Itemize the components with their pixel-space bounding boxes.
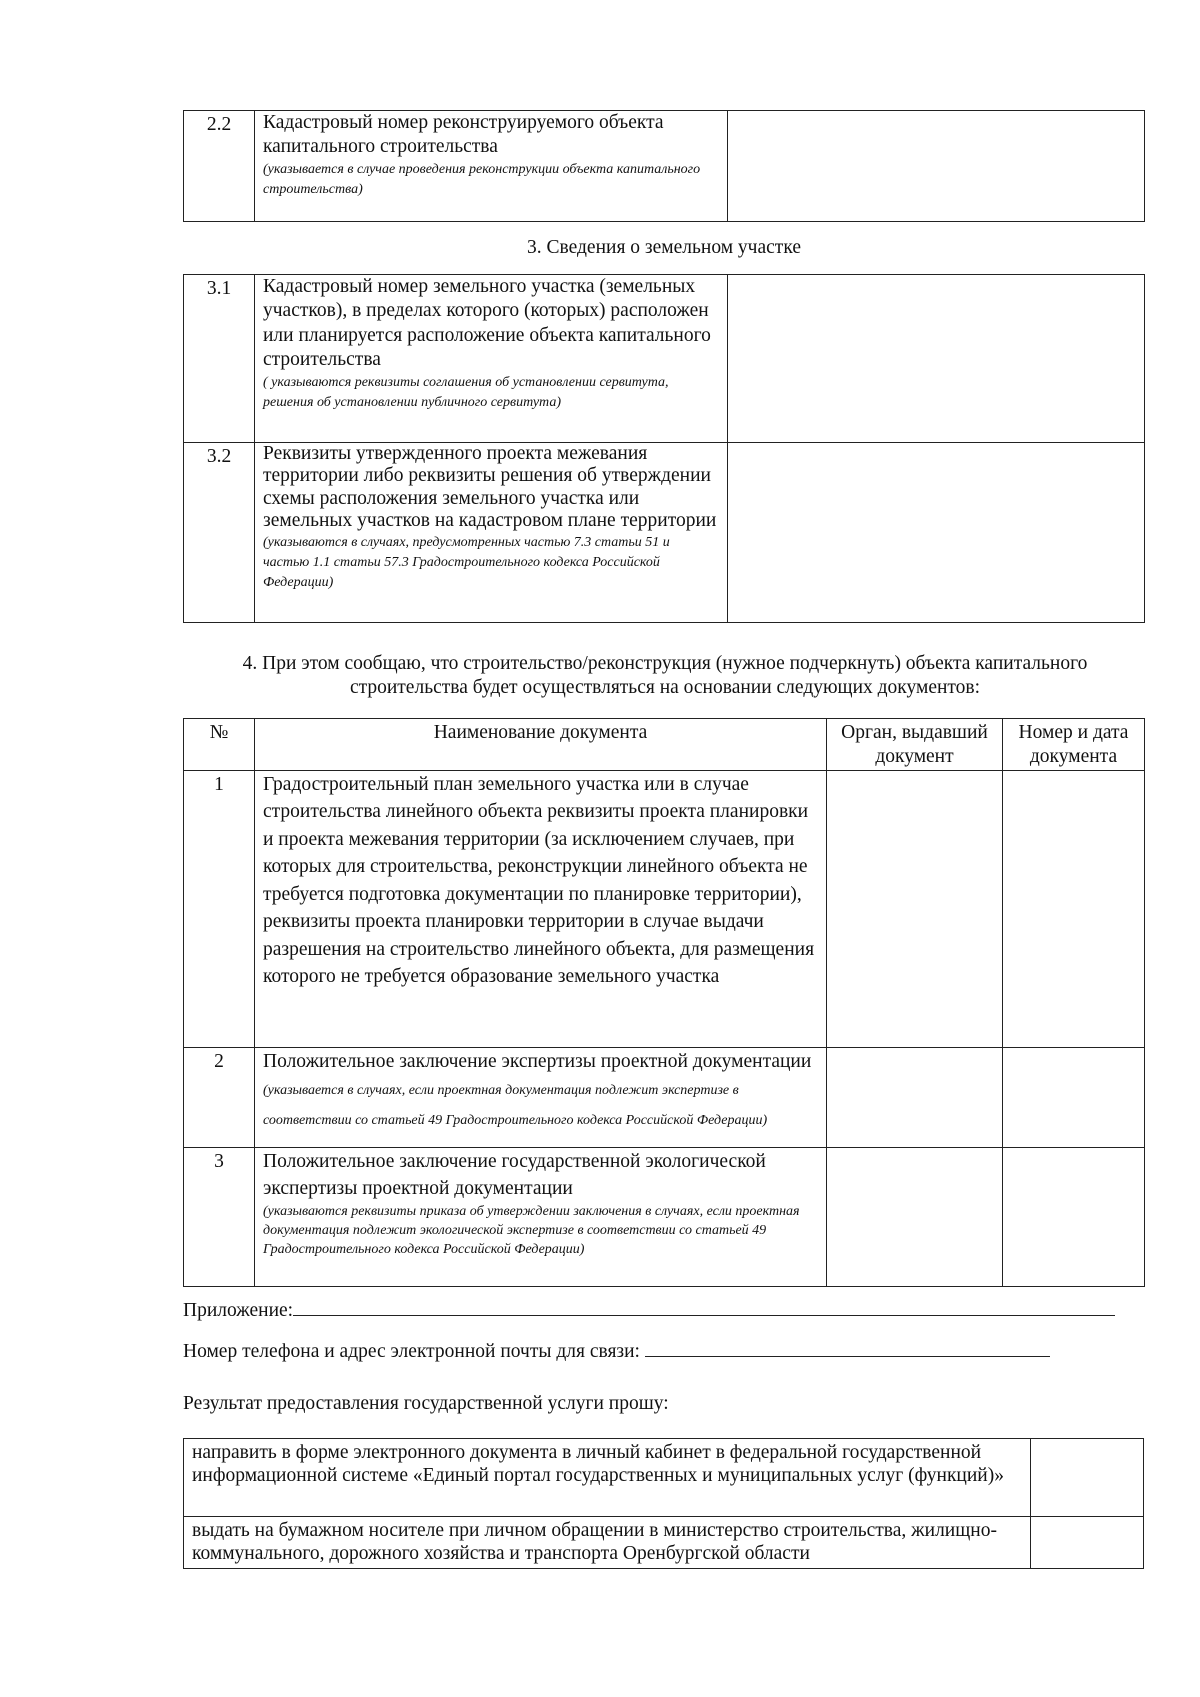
table-section-2 [183, 110, 1145, 222]
appendix-input[interactable] [293, 1297, 1115, 1316]
row-number: 2.2 [184, 111, 255, 222]
section-4-intro: 4. При этом сообщаю, что строительство/реконструкция (нужное подчеркнуть) объекта капитального строительства будет осуществляться на основании следующих документов: [242, 653, 1088, 699]
table-result-options [183, 1438, 1144, 1569]
field-label [255, 111, 728, 222]
row-number: 1 [184, 770, 255, 1047]
field-note: (указывается в случае проведения реконструкции объекта капитального строительства) [263, 161, 701, 198]
table-row [184, 275, 1145, 443]
table-documents [183, 718, 1145, 1287]
header-num: № [184, 719, 255, 771]
row-number: 2 [184, 1047, 255, 1147]
section-3-title: 3. Сведения о земельном участке [527, 237, 801, 258]
result-intro: Результат предоставления государственной услуги прошу: [183, 1393, 669, 1414]
header-authority: Орган, выдавший документ [827, 719, 1003, 771]
header-doc-name: Наименование документа [255, 719, 827, 771]
table-row [184, 443, 1145, 623]
result-option-checkbox[interactable] [1031, 1517, 1144, 1569]
table-row [184, 1147, 1145, 1286]
field-label-text: Реквизиты утвержденного проекта межевания территории либо реквизиты решения об утверждении схемы расположения земельного участка или земельных участков на кадастровом плане территории [263, 443, 717, 532]
field-note: ( указываются реквизиты соглашения об установлении сервитута, решения об установлении публичного сервитута) [263, 374, 669, 410]
document-note: (указывается в случаях, если проектная документация подлежит экспертизе в соответствии со статьей 49 Градостроительного кодекса Российской Федерации) [263, 1083, 768, 1128]
row-number: 3.2 [184, 443, 255, 623]
document-name-text: Положительное заключение государственной экологической экспертизы проектной документации [263, 1150, 766, 1200]
field-label-text: Кадастровый номер реконструируемого объекта капитального строительства [263, 112, 664, 158]
contact-label: Номер телефона и адрес электронной почты для связи: [183, 1341, 640, 1362]
table-header-row [184, 719, 1145, 771]
authority-cell[interactable] [827, 1147, 1003, 1286]
number-date-cell[interactable] [1003, 1047, 1145, 1147]
table-section-3 [183, 274, 1145, 623]
survey-project-details-field[interactable] [728, 443, 1145, 623]
table-row [184, 1439, 1144, 1517]
field-label [255, 443, 728, 623]
table-row [184, 1047, 1145, 1147]
row-number: 3.1 [184, 275, 255, 443]
row-number: 3 [184, 1147, 255, 1286]
field-label-text: Кадастровый номер земельного участка (земельных участков), в пределах которого (которых) расположен или планируется расположение объекта капитального строительства [263, 276, 711, 371]
cadastral-number-field[interactable] [728, 111, 1145, 222]
table-row [184, 111, 1145, 222]
document-name [255, 1147, 827, 1286]
contact-input[interactable] [645, 1338, 1050, 1357]
result-option-checkbox[interactable] [1031, 1439, 1144, 1517]
number-date-cell[interactable] [1003, 770, 1145, 1047]
field-label [255, 275, 728, 443]
result-option-text: направить в форме электронного документа в личный кабинет в федеральной государственной информационной системе «Единый портал государственных и муниципальных услуг (функций)» [184, 1439, 1031, 1517]
number-date-cell[interactable] [1003, 1147, 1145, 1286]
result-option-text: выдать на бумажном носителе при личном обращении в министерство строительства, жилищно-коммунального, дорожного хозяйства и транспорта Оренбургской области [184, 1517, 1031, 1569]
authority-cell[interactable] [827, 770, 1003, 1047]
table-row [184, 770, 1145, 1047]
field-note: (указываются в случаях, предусмотренных частью 7.3 статьи 51 и частью 1.1 статьи 57.3 Градостроительного кодекса Российской Федерации) [263, 534, 670, 591]
appendix-line [183, 1297, 1115, 1323]
document-name [255, 770, 827, 1047]
land-cadastral-number-field[interactable] [728, 275, 1145, 443]
document-name-text: Положительное заключение экспертизы проектной документации [263, 1050, 812, 1072]
document-note: (указываются реквизиты приказа об утверждении заключения в случаях, если проектная документация подлежит экологической экспертизе в соответствии со статьей 49 Градостроительного кодекса Российской Федерации) [263, 1203, 800, 1257]
table-row [184, 1517, 1144, 1569]
appendix-label: Приложение: [183, 1300, 294, 1321]
document-name-text: Градостроительный план земельного участка или в случае строительства линейного объекта реквизиты проекта планировки и проекта межевания территории (за исключением случаев, при которых для строительства, реконструкции линейного объекта не требуется подготовка документации по планировке территории), реквизиты проекта планировки территории в случае выдачи разрешения на строительство линейного объекта, для размещения которого не требуется образование земельного участка [263, 773, 815, 988]
header-number-date: Номер и дата документа [1003, 719, 1145, 771]
authority-cell[interactable] [827, 1047, 1003, 1147]
contact-line [183, 1338, 1050, 1364]
document-name [255, 1047, 827, 1147]
